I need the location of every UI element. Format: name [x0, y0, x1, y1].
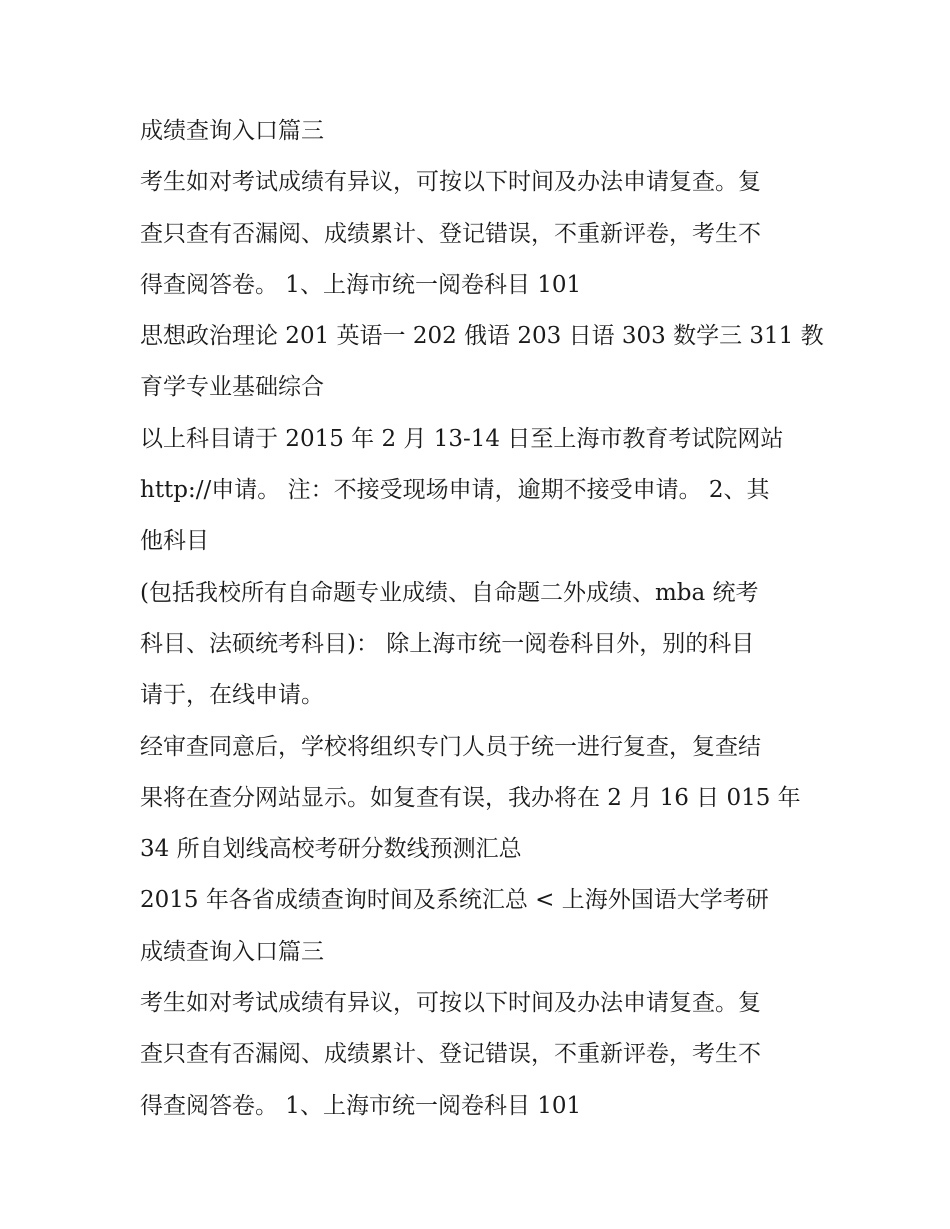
body-line: 经审查同意后，学校将组织专门人员于统一进行复查，复查结	[140, 733, 761, 760]
body-line: 2015 年各省成绩查询时间及系统汇总 < 上海外国语大学考研	[140, 887, 769, 914]
body-line: 查只查有否漏阅、成绩累计、登记错误，不重新评卷，考生不	[140, 1041, 761, 1068]
body-line: 育学专业基础综合	[140, 374, 324, 401]
body-line: 果将在查分网站显示。如复查有误，我办将在 2 月 16 日 015 年	[140, 784, 801, 811]
body-line: 请于，在线申请。	[140, 682, 324, 709]
body-line: 他科目	[140, 528, 209, 555]
document-body	[140, 106, 824, 1132]
body-line: 34 所自划线高校考研分数线预测汇总	[140, 836, 522, 863]
body-line: http://申请。 注：不接受现场申请，逾期不接受申请。 2、其	[140, 477, 770, 504]
body-line: 成绩查询入口篇三	[140, 118, 324, 144]
body-line: 成绩查询入口篇三	[140, 938, 324, 965]
body-line: 思想政治理论 201 英语一 202 俄语 203 日语 303 数学三 311 教	[140, 323, 824, 350]
body-line: 查只查有否漏阅、成绩累计、登记错误，不重新评卷，考生不	[140, 220, 761, 247]
body-line: 科目、法硕统考科目)： 除上海市统一阅卷科目外，别的科目	[140, 630, 755, 657]
body-line: (包括我校所有自命题专业成绩、自命题二外成绩、mba 统考	[140, 579, 759, 606]
body-line: 考生如对考试成绩有异议，可按以下时间及办法申请复查。复	[140, 990, 761, 1017]
body-line: 考生如对考试成绩有异议，可按以下时间及办法申请复查。复	[140, 169, 761, 196]
body-line: 得查阅答卷。 1、上海市统一阅卷科目 101	[140, 271, 582, 298]
body-line: 以上科目请于 2015 年 2 月 13-14 日至上海市教育考试院网站	[140, 425, 784, 452]
body-line: 得查阅答卷。 1、上海市统一阅卷科目 101	[140, 1092, 582, 1119]
